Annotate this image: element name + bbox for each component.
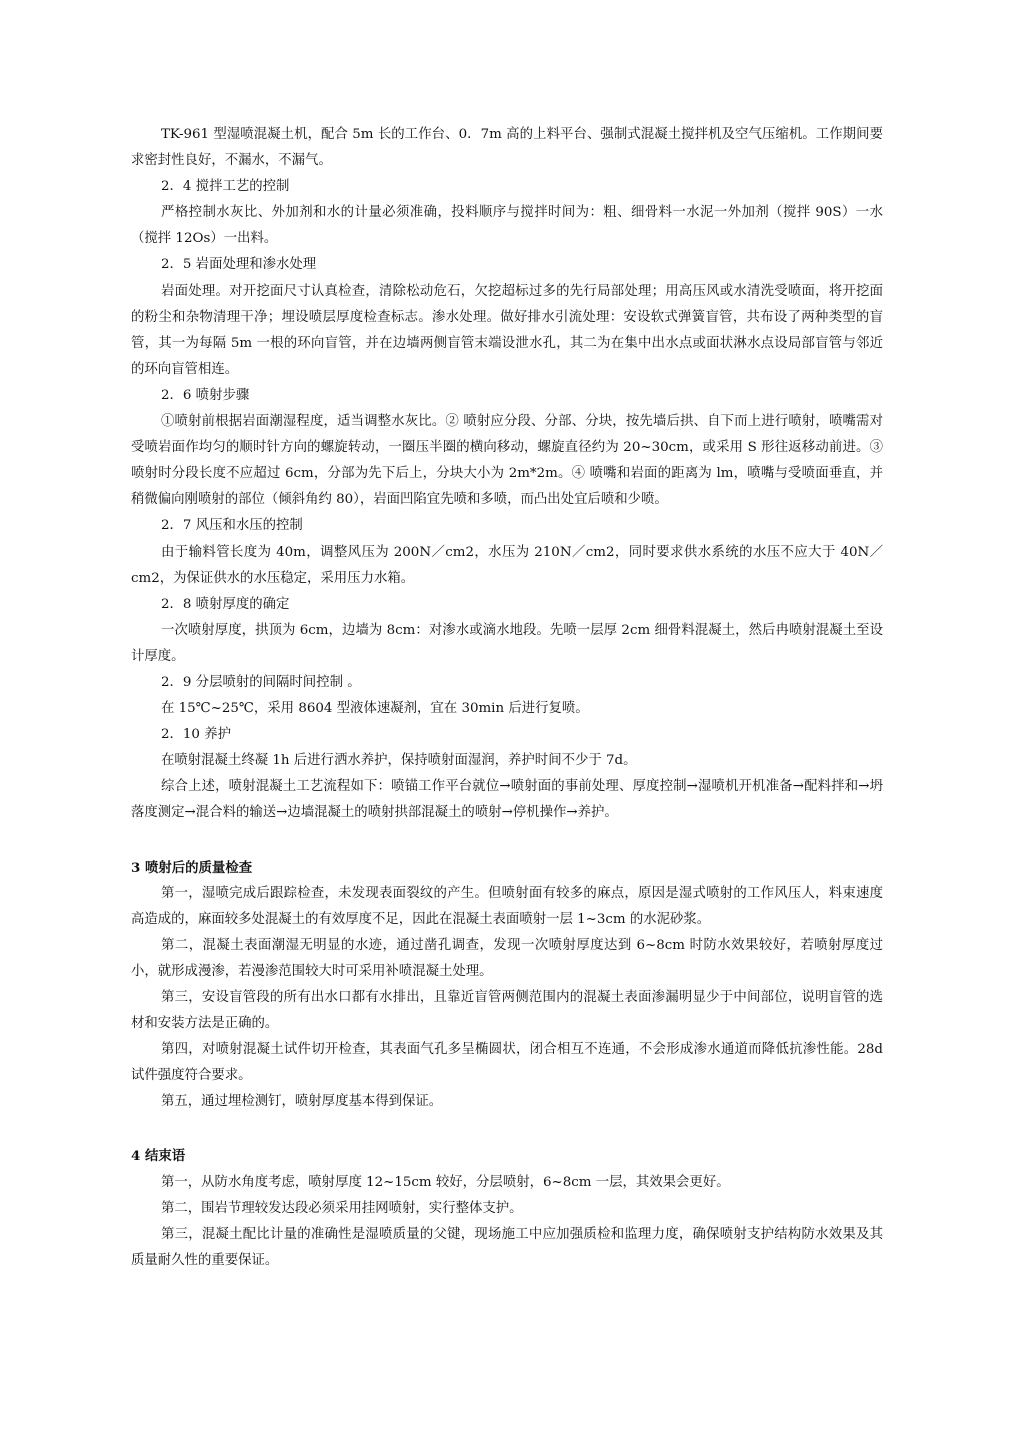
paragraph: TK-961 型湿喷混凝土机，配合 5m 长的工作台、0．7m 高的上料平台、强制式混凝土搅拌机及空气压缩机。工作期间要求密封性良好，不漏水，不漏气。: [131, 127, 883, 169]
subsection-heading: 2．7 风压和水压的控制: [161, 518, 303, 534]
paragraph: 严格控制水灰比、外加剂和水的计量必须准确，投料顺序与搅拌时间为：粗、细骨料一水泥一外加剂（搅拌 90S）一水（搅拌 12Os）一出料。: [131, 205, 883, 247]
paragraph: 第三，安设盲管段的所有出水口都有水排出，且靠近盲管两侧范围内的混凝土表面渗漏明显少于中间部位，说明盲管的选材和安装方法是正确的。: [131, 990, 883, 1032]
document-body: [131, 122, 883, 1274]
subsection-heading: 2．4 搅拌工艺的控制: [161, 179, 290, 195]
paragraph: 由于输料管长度为 40m，调整风压为 200N／cm2，水压为 210N／cm2，同时要求供水系统的水压不应大于 40N／cm2，为保证供水的水压稳定，采用压力水箱。: [131, 544, 883, 586]
paragraph: ①喷射前根据岩面潮湿程度，适当调整水灰比。② 喷射应分段、分部、分块，按先墙后拱、自下而上进行喷射，喷嘴需对受喷岩面作均匀的顺时针方向的螺旋转动，一圈压半圈的横向移动，螺旋直径约为 20~30cm，或采用 S 形往返移动前进。③喷射时分段长度不应超过 6cm，分部为先下后上，分块大小为 2m*2m。④ 喷嘴和岩面的距离为 lm，喷嘴与受喷面垂直，并稍微偏向刚喷射的部位（倾斜角约 80），岩面凹陷宜先喷和多喷，而凸出处宜后喷和少喷。: [131, 414, 883, 508]
paragraph: 第三，混凝土配比计量的准确性是湿喷质量的父键，现场施工中应加强质检和监理力度，确保喷射支护结构防水效果及其质量耐久性的重要保证。: [131, 1226, 883, 1268]
paragraph: 第一，从防水角度考虑，喷射厚度 12~15cm 较好，分层喷射，6~8cm 一层，其效果会更好。: [161, 1174, 730, 1190]
paragraph: 综合上述，喷射混凝土工艺流程如下：喷锚工作平台就位→喷射面的事前处理、厚度控制→湿喷机开机准备→配料拌和→坍落度测定→混合料的输送→边墙混凝土的喷射拱部混凝土的喷射→停机操作→养护。: [131, 779, 883, 821]
section-gap: [131, 827, 883, 855]
paragraph: 一次喷射厚度，拱顶为 6cm，边墙为 8cm：对渗水或滴水地段。先喷一层厚 2cm 细骨料混凝土，然后冉喷射混凝土至设计厚度。: [131, 622, 883, 664]
paragraph: 第二，围岩节理较发达段必须采用挂网喷射，实行整体支护。: [161, 1200, 523, 1216]
subsection-heading: 2．10 养护: [161, 727, 231, 743]
paragraph: 在 15℃~25℃，采用 8604 型液体速凝剂，宜在 30min 后进行复喷。: [161, 701, 589, 717]
subsection-heading: 2．8 喷射厚度的确定: [161, 596, 290, 612]
section-heading: 4 结束语: [131, 1148, 186, 1165]
section-gap: [131, 1115, 883, 1143]
paragraph: 岩面处理。对开挖面尺寸认真检查，清除松动危石，欠挖超标过多的先行局部处理；用高压风或水清洗受喷面，将开挖面的粉尘和杂物清理干净；埋设喷层厚度检查标志。渗水处理。做好排水引流处理：安设软式弹簧盲管，共布设了两种类型的盲管，其一为每隔 5m 一根的环向盲管，并在边墙两侧盲管末端设泄水孔，其二为在集中出水点或面状淋水点设局部盲管与邻近的环向盲管相连。: [131, 283, 883, 377]
paragraph: 在喷射混凝土终凝 1h 后进行洒水养护，保持喷射面湿润，养护时间不少于 7d。: [161, 753, 637, 769]
subsection-heading: 2．6 喷射步骤: [161, 387, 250, 403]
paragraph: 第五，通过埋检测钉，喷射厚度基本得到保证。: [161, 1094, 443, 1110]
paragraph: 第一，湿喷完成后跟踪检查，未发现表面裂纹的产生。但喷射面有较多的麻点，原因是湿式喷射的工作风压人，料束速度高造成的，麻面较多处混凝土的有效厚度不足，因此在混凝土表面喷射一层 1~3cm 的水泥砂浆。: [131, 885, 883, 927]
paragraph: 第四，对喷射混凝土试件切开检查，其表面气孔多呈椭圆状，闭合相互不连通，不会形成渗水通道而降低抗渗性能。28d 试件强度符合要求。: [131, 1042, 883, 1084]
section-heading: 3 喷射后的质量检查: [131, 859, 253, 876]
paragraph: 第二，混凝土表面潮湿无明显的水迹，通过凿孔调查，发现一次喷射厚度达到 6~8cm 时防水效果较好，若喷射厚度过小，就形成漫渗，若漫渗范围较大时可采用补喷混凝土处理。: [131, 937, 883, 979]
subsection-heading: 2．9 分层喷射的间隔时间控制 。: [161, 674, 361, 690]
subsection-heading: 2．5 岩面处理和渗水处理: [161, 257, 317, 273]
